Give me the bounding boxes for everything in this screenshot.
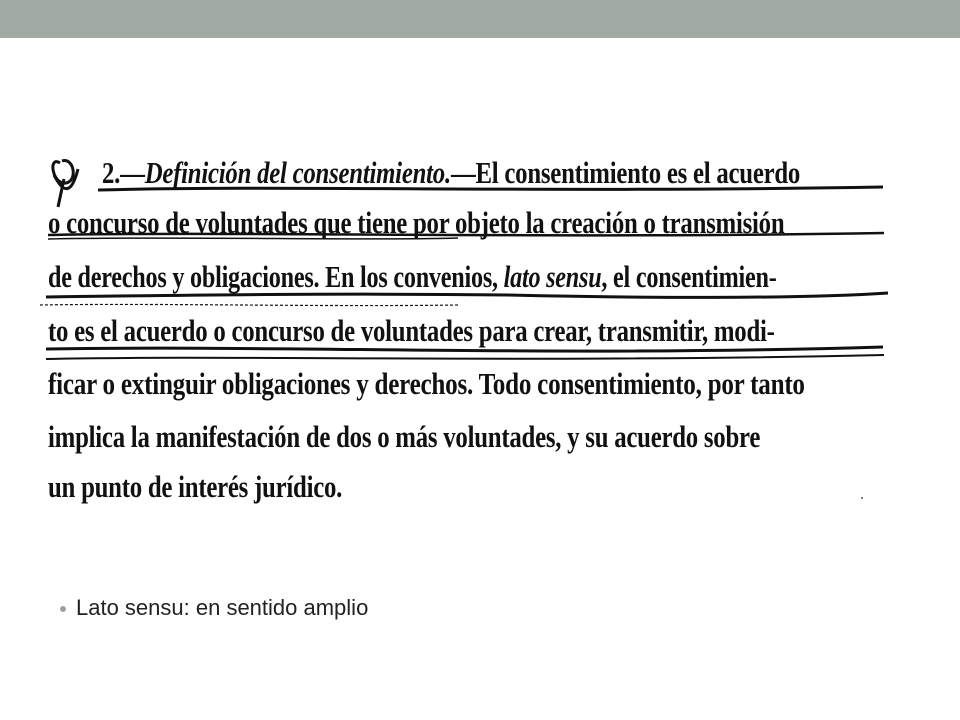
excerpt-line-2: o concurso de voluntades que tiene por objeto la creación o transmisión (48, 205, 785, 240)
margin-mark-icon (53, 161, 78, 207)
bullet-dot-icon (60, 606, 66, 612)
top-decorative-bar (0, 0, 960, 38)
excerpt-line-4: to es el acuerdo o concurso de voluntades para crear, transmitir, modi- (48, 313, 775, 348)
excerpt-line-6: implica la manifestación de dos o más voluntades, y su acuerdo sobre (48, 419, 761, 454)
excerpt-line-5: ficar o extinguir obligaciones y derechos. Todo consentimiento, por tanto (48, 366, 805, 401)
excerpt-line-3: de derechos y obligaciones. En los convenios, lato sensu, el consentimien- (48, 259, 777, 294)
bullet-item (60, 592, 368, 624)
excerpt-latin-term: lato sensu (503, 259, 602, 294)
scanned-text-image (38, 135, 890, 520)
excerpt-line-1: 2.—Definición del consentimiento.—El consentimiento es el acuerdo (102, 155, 801, 190)
excerpt-heading: Definición del consentimiento. (144, 155, 451, 190)
bullet-text: Lato sensu: en sentido amplio (76, 595, 369, 620)
excerpt-line-7: un punto de interés jurídico. (48, 469, 343, 504)
